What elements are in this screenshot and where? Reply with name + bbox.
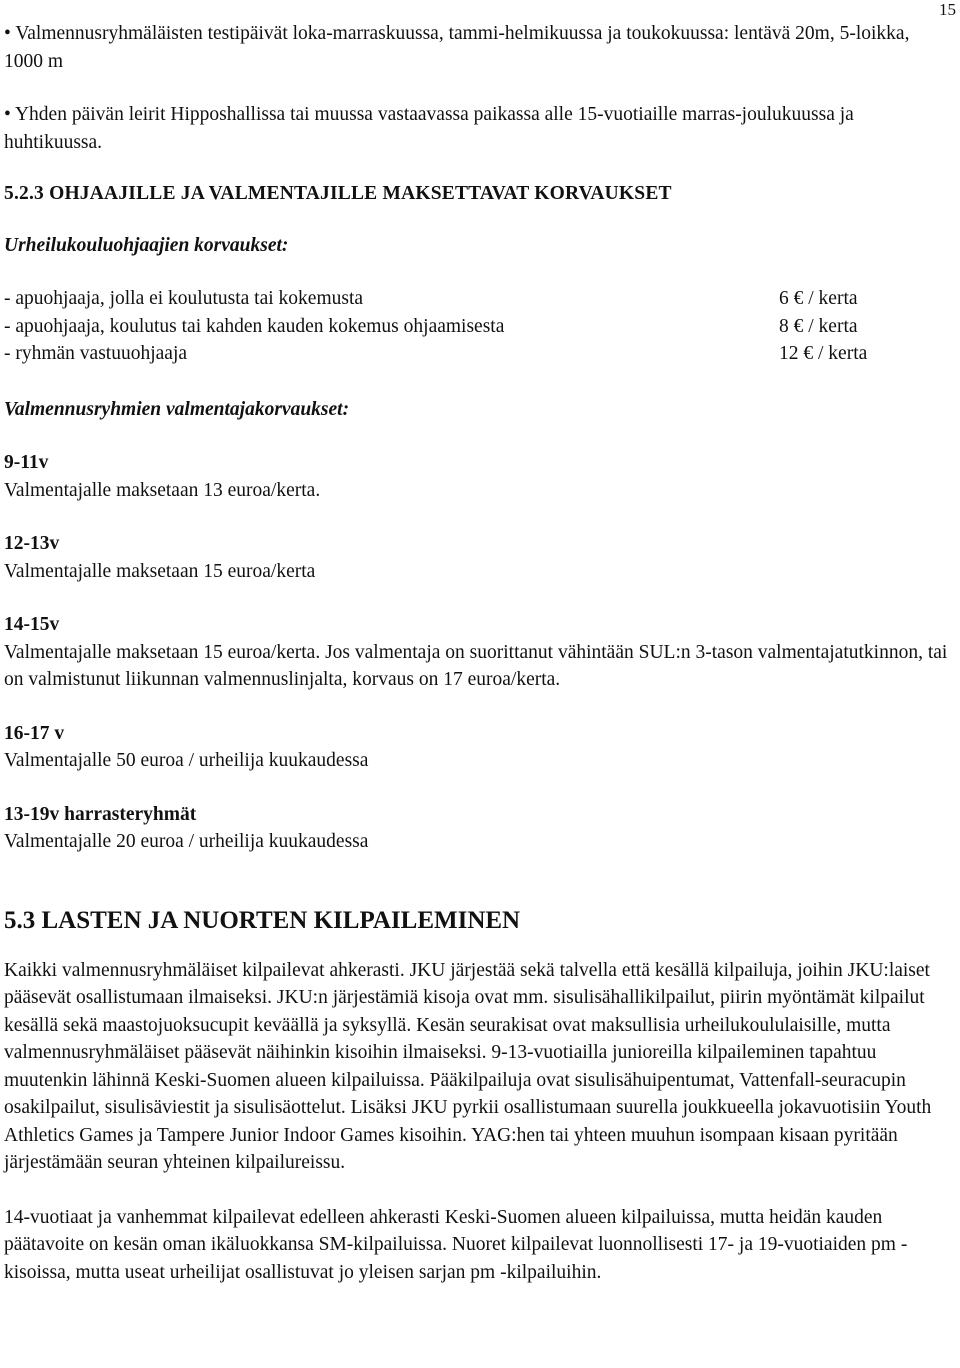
- compensation-value: 6 € / kerta: [779, 288, 858, 309]
- group-text: Valmentajalle maksetaan 15 euroa/kerta: [4, 560, 316, 582]
- compensation-label: - ryhmän vastuuohjaaja: [4, 343, 188, 364]
- group-title: 9-11v: [4, 452, 49, 473]
- spacer: [4, 259, 954, 285]
- spacer: [4, 75, 954, 101]
- bullet-item: • Yhden päivän leirit Hipposhallissa tai muussa vastaavassa paikassa alle 15-vuotiaille marras-joulukuussa ja huhtikuussa.: [4, 104, 854, 153]
- section-heading: 5.2.3 OHJAAJILLE JA VALMENTAJILLE MAKSETTAVAT KORVAUKSET: [4, 183, 672, 204]
- spacer: [4, 585, 954, 611]
- spacer: [4, 208, 954, 232]
- compensation-row: [4, 313, 954, 341]
- coach-group: [4, 720, 954, 775]
- coach-group: [4, 530, 954, 585]
- compensation-label: - apuohjaaja, jolla ei koulutusta tai kokemusta: [4, 288, 364, 309]
- page-number: 15: [939, 0, 956, 19]
- group-text: Valmentajalle 50 euroa / urheilija kuukaudessa: [4, 750, 369, 771]
- coach-group: [4, 449, 954, 504]
- compensation-row: [4, 285, 954, 313]
- coach-group: [4, 801, 954, 856]
- competition-paragraph: Kaikki valmennusryhmäläiset kilpailevat ahkerasti. JKU järjestää sekä talvella että kesällä kilpailuja, joihin JKU:laiset pääsevät osallistumaan ilmaiseksi. JKU:n järjestämiä kisoja ovat mm. sisulisähallikilpailut, piirin myöntämät kilpailut kesällä sekä maastojuoksucupit keväällä ja syksyllä. Kesän seurakisat ovat maksullisia urheilukoululaisille, mutta valmennusryhmäläiset pääsevät näihinkin kisoihin ilmaiseksi. 9-13-vuotiailla junioreilla kilpaileminen tapahtuu muutenkin lähinnä Keski-Suomen alueen kilpailuissa. Pääkilpailuja ovat sisulisähuipentumat, Vattenfall-seuracupin osakilpailut, sisulisäviestit ja sisulisäottelut. Lisäksi JKU pyrkii osallistumaan suurella joukkueella jokavuotisiin Youth Athletics Games ja Tampere Junior Indoor Games kisoihin. YAG:hen tai yhteen muuhun isompaan kisaan pyritään järjestämään seuran yhteinen kilpailureissu.: [4, 959, 932, 1173]
- spacer: [4, 856, 954, 904]
- group-title: 14-15v: [4, 614, 60, 635]
- instructor-compensation-list: [4, 285, 954, 368]
- compensation-value: 8 € / kerta: [779, 315, 858, 337]
- bullet-item: • Valmennusryhmäläisten testipäivät loka-marraskuussa, tammi-helmikuussa ja toukokuussa: lentävä 20m, 5-loikka, 1000 m: [4, 23, 910, 72]
- group-text: Valmentajalle 20 euroa / urheilija kuukaudessa: [4, 831, 369, 852]
- coach-group: [4, 611, 954, 694]
- document-body: [4, 20, 954, 1286]
- compensation-label: - apuohjaaja, koulutus tai kahden kauden kokemus ohjaamisesta: [4, 315, 505, 337]
- competition-paragraph: 14-vuotiaat ja vanhemmat kilpailevat edelleen ahkerasti Keski-Suomen alueen kilpailuissa, mutta heidän kauden päätavoite on kesän oman ikäluokkansa SM-kilpailuissa. Nuoret kilpailevat luonnollisesti 17- ja 19-vuotiaiden pm -kisoissa, mutta useat urheilijat osallistuvat jo yleisen sarjan pm -kilpailuihin.: [4, 1206, 908, 1283]
- spacer: [4, 423, 954, 449]
- compensation-row: [4, 340, 954, 368]
- group-title: 16-17 v: [4, 722, 65, 744]
- compensation-value: 12 € / kerta: [779, 343, 868, 364]
- spacer: [4, 504, 954, 530]
- coach-compensation-heading: Valmennusryhmien valmentajakorvaukset:: [4, 398, 350, 420]
- spacer: [4, 775, 954, 801]
- spacer: [4, 694, 954, 720]
- group-text: Valmentajalle maksetaan 15 euroa/kerta. Jos valmentaja on suorittanut vähintään SUL:n 3-tason valmentajatutkinnon, tai on valmistunut liikunnan valmennuslinjalta, korvaus on 17 euroa/kerta.: [4, 641, 948, 690]
- competition-heading: 5.3 LASTEN JA NUORTEN KILPAILEMINEN: [4, 906, 521, 934]
- group-title: 13-19v harrasteryhmät: [4, 803, 197, 825]
- instructor-compensation-heading: Urheilukouluohjaajien korvaukset:: [4, 234, 289, 256]
- spacer: [4, 368, 954, 396]
- spacer: [4, 1177, 954, 1204]
- spacer: [4, 156, 954, 180]
- group-title: 12-13v: [4, 533, 60, 554]
- group-text: Valmentajalle maksetaan 13 euroa/kerta.: [4, 479, 321, 501]
- spacer: [4, 938, 954, 957]
